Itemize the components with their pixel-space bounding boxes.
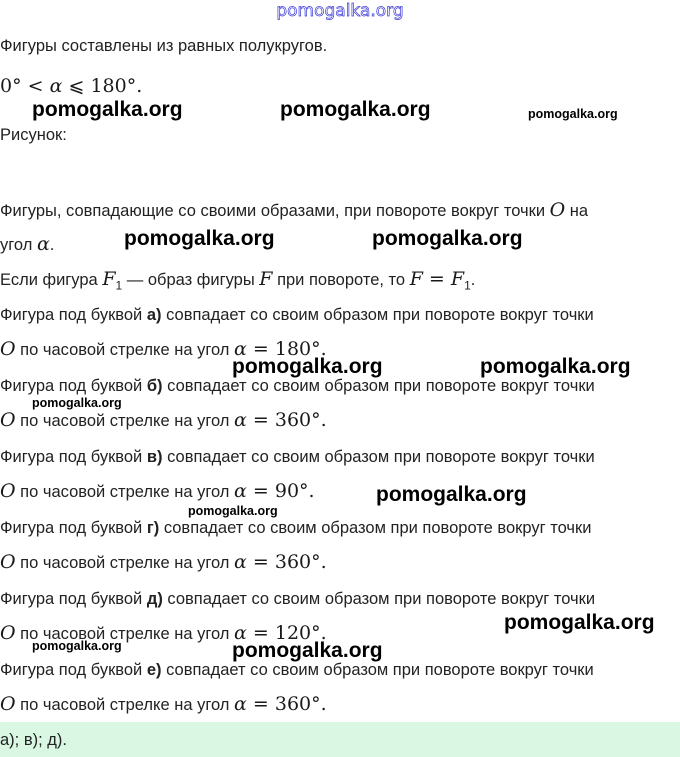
watermark: pomogalka.org (232, 639, 383, 662)
item-angle: 180 (274, 338, 312, 360)
answer-box (0, 722, 680, 757)
watermark: pomogalka.org (480, 355, 631, 378)
item-letter: г) (146, 519, 160, 537)
watermark: pomogalka.org (32, 396, 122, 410)
item-line-2: O по часовой стрелке на угол α = 360°. (0, 693, 327, 715)
item-line-2: O по часовой стрелке на угол α = 360°. (0, 551, 327, 573)
item-line-1: Фигура под буквой а) совпадает со своим образом при повороте вокруг точки (0, 306, 594, 324)
item-line-1: Фигура под буквой г) совпадает со своим образом при повороте вокруг точки (0, 519, 592, 537)
watermark: pomogalka.org (376, 483, 527, 506)
item-letter: д) (146, 590, 163, 608)
item-letter: в) (146, 448, 163, 466)
item-angle: 360 (274, 693, 312, 715)
definition-line-2: угол α. (0, 233, 55, 255)
angle-condition: 0° < α ⩽ 180°. (0, 75, 143, 97)
watermark: pomogalka.org (124, 227, 275, 250)
top-watermark: pomogalka.org (276, 1, 404, 21)
watermark: pomogalka.org (504, 611, 655, 634)
watermark: pomogalka.org (528, 107, 618, 121)
figure-label: Рисунок: (0, 126, 67, 144)
answer-text: а); в); д). (0, 731, 67, 749)
watermark: pomogalka.org (280, 98, 431, 121)
watermark: pomogalka.org (232, 355, 383, 378)
item-letter: е) (146, 661, 162, 679)
intro-text: Фигуры составлены из равных полукругов. (0, 37, 328, 55)
rule-text: Если фигура $F_1$ — образ фигуры F при повороте, то $F = F_1$. (0, 268, 476, 293)
watermark: pomogalka.org (32, 98, 183, 121)
item-angle: 90 (274, 480, 300, 502)
item-line-1: Фигура под буквой д) совпадает со своим образом при повороте вокруг точки (0, 590, 596, 608)
item-line-2: O по часовой стрелке на угол α = 180°. (0, 338, 327, 360)
item-line-1: Фигура под буквой е) совпадает со своим образом при повороте вокруг точки (0, 661, 594, 679)
item-letter: б) (146, 377, 163, 395)
item-line-2: O по часовой стрелке на угол α = 90°. (0, 480, 315, 502)
item-angle: 360 (274, 409, 312, 431)
item-angle: 360 (274, 551, 312, 573)
watermark: pomogalka.org (372, 227, 523, 250)
item-angle: 120 (274, 622, 312, 644)
item-line-1: Фигура под буквой в) совпадает со своим образом при повороте вокруг точки (0, 448, 595, 466)
watermark: pomogalka.org (32, 639, 122, 653)
item-letter: а) (146, 306, 162, 324)
item-line-2: O по часовой стрелке на угол α = 120°. (0, 622, 327, 644)
item-line-2: O по часовой стрелке на угол α = 360°. (0, 409, 327, 431)
definition-line-1: Фигуры, совпадающие со своими образами, при повороте вокруг точки O на (0, 199, 589, 221)
watermark: pomogalka.org (188, 504, 278, 518)
item-line-1: Фигура под буквой б) совпадает со своим образом при повороте вокруг точки (0, 377, 595, 395)
